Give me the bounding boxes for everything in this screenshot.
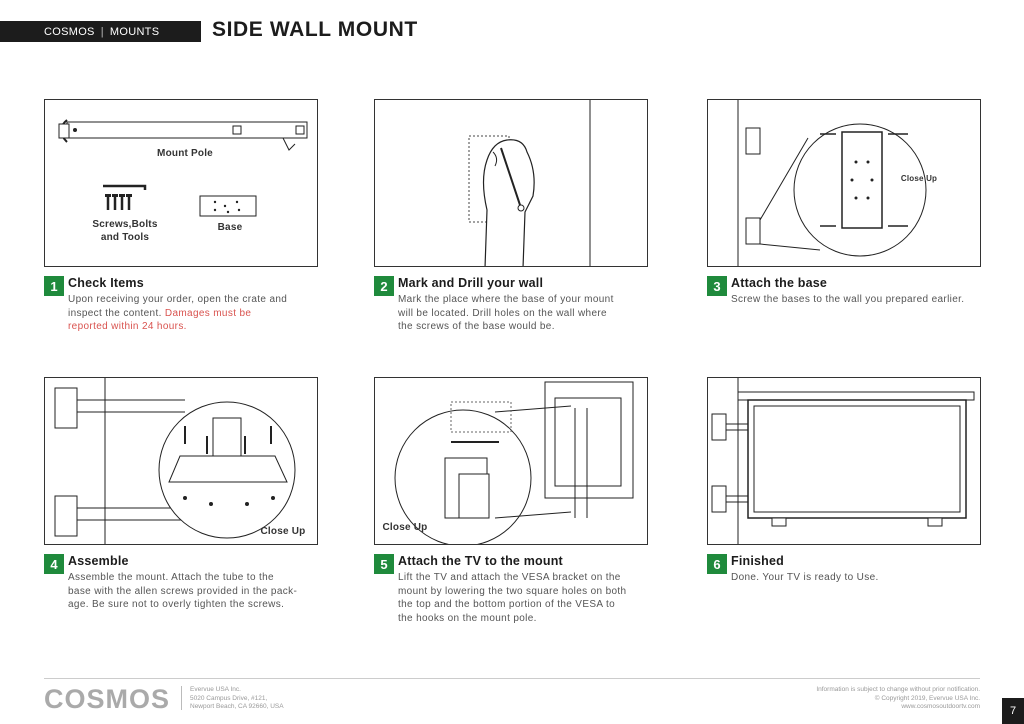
step-number: 4 bbox=[44, 554, 64, 574]
damage-warning: reported within 24 hours. bbox=[68, 321, 187, 332]
desc-line: Screw the bases to the wall you prepared earlier. bbox=[731, 294, 965, 305]
step-1 bbox=[44, 276, 334, 336]
footer-divider bbox=[44, 678, 980, 679]
step-2 bbox=[374, 276, 664, 336]
panel-attach-base bbox=[707, 99, 981, 267]
screws-label-line2: and Tools bbox=[100, 232, 150, 243]
step-title: Check Items bbox=[68, 276, 144, 290]
desc-line: age. Be sure not to overly tighten the screws. bbox=[68, 599, 285, 610]
desc-line: Done. Your TV is ready to Use. bbox=[731, 572, 879, 583]
website-link[interactable]: www.cosmosoutdoortv.com bbox=[901, 703, 980, 710]
panel-assemble bbox=[44, 377, 318, 545]
company-name: Evervue USA Inc. bbox=[190, 686, 241, 693]
step-number: 6 bbox=[707, 554, 727, 574]
panel-attach-tv bbox=[374, 377, 648, 545]
assemble-illustration bbox=[45, 378, 318, 545]
desc-line: Lift the TV and attach the VESA bracket on the bbox=[398, 572, 621, 583]
finished-tv-illustration bbox=[708, 378, 981, 545]
step-description bbox=[731, 293, 964, 307]
close-up-label-4: Close Up bbox=[260, 526, 306, 537]
page-title: SIDE WALL MOUNT bbox=[212, 18, 418, 41]
desc-line: the top and the bottom portion of the VESA to bbox=[398, 599, 615, 610]
step-title: Mark and Drill your wall bbox=[398, 276, 544, 290]
brand-label: COSMOS bbox=[44, 25, 95, 38]
attach-base-illustration bbox=[708, 100, 981, 267]
step-description bbox=[68, 293, 287, 334]
company-street: 5020 Campus Drive, #121, bbox=[190, 694, 268, 702]
desc-line: Mark the place where the base of your mount bbox=[398, 294, 614, 305]
desc-line: the screws of the base would be. bbox=[398, 321, 555, 332]
logo-divider bbox=[181, 686, 182, 710]
step-4 bbox=[44, 554, 334, 614]
desc-line: will be located. Drill holes on the wall where bbox=[398, 307, 607, 319]
legal-notice bbox=[816, 686, 980, 712]
page-number: 7 bbox=[1002, 698, 1024, 724]
base-label: Base bbox=[217, 222, 243, 233]
step-title: Attach the TV to the mount bbox=[398, 554, 563, 568]
panel-finished bbox=[707, 377, 981, 545]
notice-text: Information is subject to change without prior notification. bbox=[816, 686, 980, 693]
step-description bbox=[731, 571, 879, 585]
desc-line: mount by lowering the two square holes on both bbox=[398, 585, 627, 597]
desc-text: inspect the content. bbox=[68, 307, 162, 319]
company-city: Newport Beach, CA 92660, USA bbox=[190, 703, 284, 710]
step-5 bbox=[374, 554, 664, 626]
desc-line: Upon receiving your order, open the crate and bbox=[68, 294, 288, 305]
drilling-hand-illustration bbox=[375, 100, 648, 267]
copyright-text: © Copyright 2019, Evervue USA Inc. bbox=[874, 694, 980, 702]
company-address bbox=[190, 686, 284, 712]
step-description bbox=[398, 293, 614, 334]
screws-label-line1: Screws,Bolts bbox=[92, 219, 158, 230]
header-separator: | bbox=[100, 25, 104, 38]
step-3 bbox=[707, 276, 997, 316]
desc-line: Assemble the mount. Attach the tube to the bbox=[68, 572, 274, 583]
step-title: Assemble bbox=[68, 554, 129, 568]
desc-line: the hooks on the mount pole. bbox=[398, 612, 537, 624]
step-number: 3 bbox=[707, 276, 727, 296]
close-up-label-3: Close Up bbox=[900, 174, 938, 183]
panel-check-items bbox=[44, 99, 318, 267]
close-up-label-5: Close Up bbox=[382, 522, 428, 533]
step-number: 1 bbox=[44, 276, 64, 296]
cosmos-logo: COSMOS bbox=[44, 684, 171, 714]
attach-tv-illustration bbox=[375, 378, 648, 545]
mount-pole-label: Mount Pole bbox=[157, 148, 213, 159]
step-number: 5 bbox=[374, 554, 394, 574]
step-description bbox=[68, 571, 297, 612]
section-label: MOUNTS bbox=[109, 25, 160, 38]
step-title: Finished bbox=[731, 554, 784, 568]
damage-warning: Damages must be bbox=[164, 307, 252, 319]
step-title: Attach the base bbox=[731, 276, 828, 290]
desc-line bbox=[68, 307, 287, 321]
step-description bbox=[398, 571, 626, 625]
desc-line: base with the allen screws provided in the pack- bbox=[68, 585, 298, 597]
panel-mark-drill bbox=[374, 99, 648, 267]
step-number: 2 bbox=[374, 276, 394, 296]
header-tab bbox=[0, 21, 201, 42]
step-6 bbox=[707, 554, 997, 594]
